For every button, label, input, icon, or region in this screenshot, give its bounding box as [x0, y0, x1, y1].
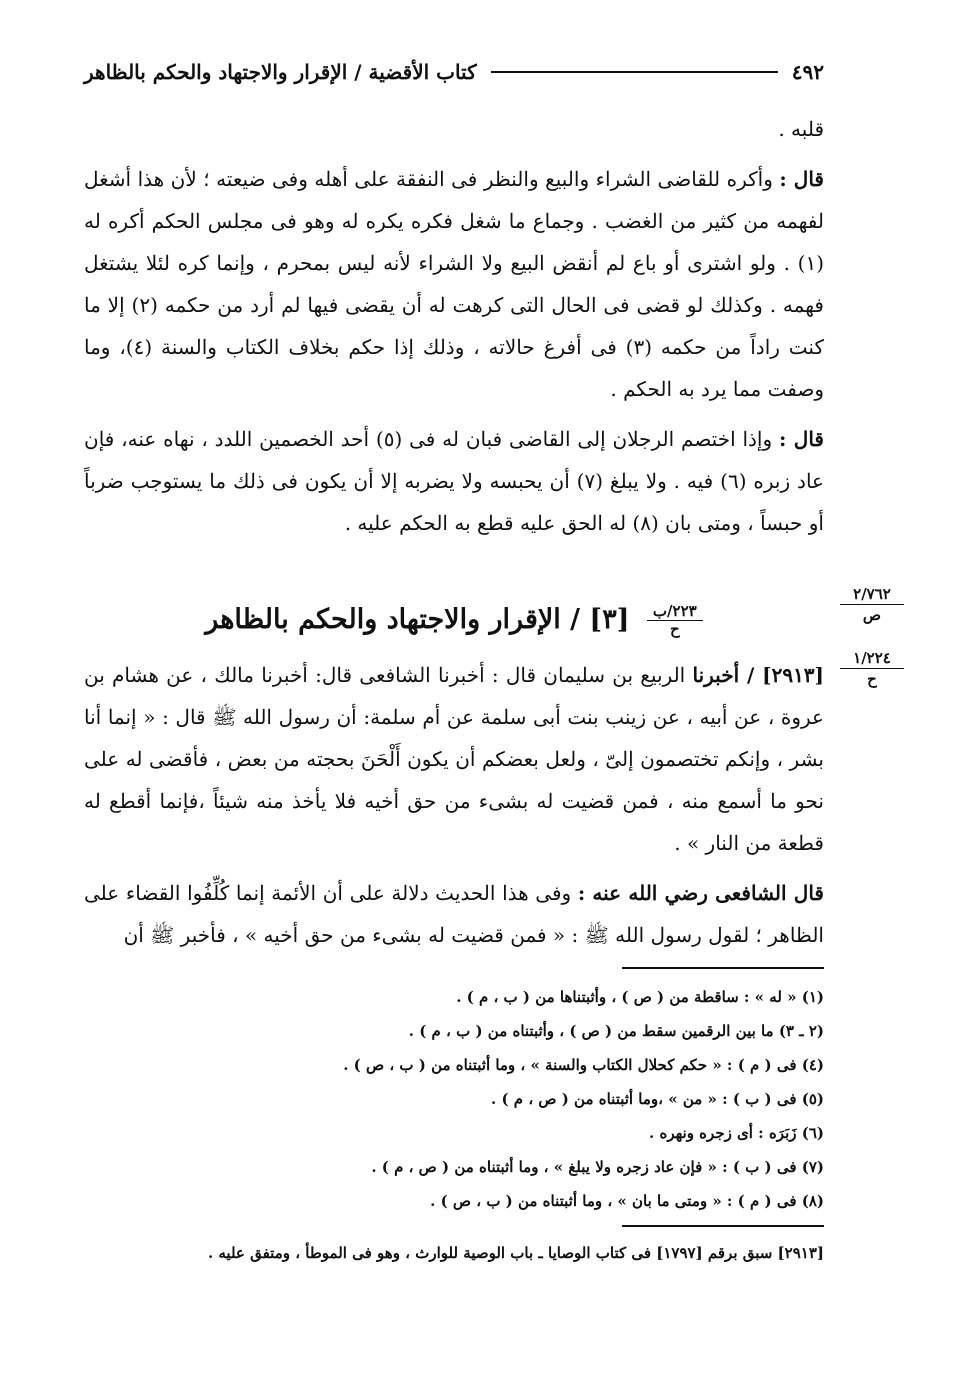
footnote-divider	[622, 967, 824, 969]
main-text	[84, 108, 824, 956]
paragraph-lead: قال الشافعى رضي الله عنه :	[577, 881, 824, 905]
footnote: (٦) زَبَرَه : أى زجره ونهره .	[649, 1124, 824, 1142]
paragraph-3	[84, 654, 824, 864]
footnote: (١) « له » : ساقطة من ( ص ) ، وأثبتناها من ( ب ، م ) .	[456, 988, 824, 1006]
folio-marker	[647, 603, 703, 638]
margin-reference-folio: ٢/٧٦٢	[840, 584, 904, 605]
paragraph-text: وإذا اختصم الرجلان إلى القاضى فبان له فى (٥) أحد الخصمين اللدد ، نهاه عنه، فإن عاد زبره (٦) فيه . ولا يبلغ (٧) أن يحبسه ولا يضربه إلا أن يكون فى ذلك ما يستوجب ضرباً أو حبساً ، ومتى بان (٨) له الحق عليه قطع به الحكم عليه .	[84, 427, 824, 535]
paragraph-2	[84, 418, 824, 544]
margin-reference-manuscript: ص	[862, 606, 882, 624]
folio-manuscript: ح	[669, 620, 680, 638]
footnote: (٨) فى ( م ) : « ومتى ما بان » ، وما أثبتناه من ( ب ، ص ) .	[430, 1192, 824, 1210]
margin-reference-manuscript: ح	[867, 670, 877, 688]
folio-number: ٢٢٣/ب	[647, 603, 703, 621]
continuation-text: قلبه .	[778, 117, 824, 141]
footnote: (٢ ـ ٣) ما بين الرقمين سقط من ( ص ) ، وأثبتناه من ( ب ، م ) .	[408, 1022, 824, 1040]
footnote: (٤) فى ( م ) : « حكم كحلال الكتاب والسنة » ، وما أثبتناه من ( ب ، ص ) .	[343, 1056, 824, 1074]
running-title: كتاب الأقضية / الإقرار والاجتهاد والحكم بالظاهر	[84, 60, 477, 84]
margin-reference	[840, 584, 904, 625]
paragraph-text: وفى هذا الحديث دلالة على أن الأئمة إنما كُلِّفُوا القضاء على الظاهر ؛ لقول رسول الله ﷺ : « فمن قضيت له بشىء من حق أخيه » ، فأخبر ﷺ أن	[84, 881, 824, 947]
footnote: (٧) فى ( ب ) : « فإن عاد زجره ولا يبلغ » ، وما أثبتناه من ( ص ، م ) .	[371, 1158, 824, 1176]
margin-reference-folio: ١/٢٢٤	[840, 648, 904, 669]
section-heading	[84, 598, 824, 642]
paragraph-lead: [٢٩١٣] / أخبرنا	[692, 663, 825, 687]
source-divider	[622, 1225, 824, 1227]
paragraph-4	[84, 872, 824, 956]
source-note: [٢٩١٣] سبق برقم [١٧٩٧] فى كتاب الوصايا ـ باب الوصية للوارث ، وهو فى الموطأ ، ومتفق عليه .	[207, 1244, 824, 1262]
page-number: ٤٩٢	[791, 60, 824, 84]
footnote: (٥) فى ( ب ) : « من » ،وما أثبتناه من ( ص ، م ) .	[491, 1090, 824, 1108]
paragraph-1	[84, 158, 824, 410]
paragraph-text: وأكره للقاضى الشراء والبيع والنظر فى النفقة على أهله وفى ضيعته ؛ لأن هذا أشغل لفهمه من كثير من الغضب . وجماع ما شغل فكره يكره له وهو فى مجلس الحكم أكره له (١) . ولو اشترى أو باع لم أنقض البيع ولا الشراء لأنه ليس بمحرم ، وإنما كره لئلا يشتغل فهمه . وكذلك لو قضى فى الحال التى كرهت له أن يقضى فيها لم أرد من حكمه (٢) إلا ما كنت راداً من حكمه (٣) فى أفرغ حالاته ، وذلك إذا حكم بخلاف الكتاب والسنة (٤)، وما وصفت مما يرد به الحكم .	[84, 167, 824, 401]
section-title-text: [٣] / الإقرار والاجتهاد والحكم بالظاهر	[205, 604, 630, 635]
paragraph-lead: قال :	[778, 427, 824, 451]
footnotes	[84, 980, 824, 1218]
margin-reference	[840, 648, 904, 689]
paragraph-lead: قال :	[779, 167, 824, 191]
paragraph-text: الربيع بن سليمان قال : أخبرنا الشافعى قال: أخبرنا مالك ، عن هشام بن عروة ، عن أبيه ، عن زينب بنت أبى سلمة عن أم سلمة: أن رسول الله ﷺ قال : « إنما أنا بشر ، وإنكم تختصمون إلىّ ، ولعل بعضكم أن يكون أَلْحَنَ بحجته من بعض ، فأقضى له على نحو ما أسمع منه ، فمن قضيت له بشىء من حق أخيه فلا يأخذ منه شيئاً ،فإنما أقطع له قطعة من النار » .	[84, 663, 825, 855]
header-rule	[491, 71, 778, 73]
running-header	[84, 52, 824, 92]
